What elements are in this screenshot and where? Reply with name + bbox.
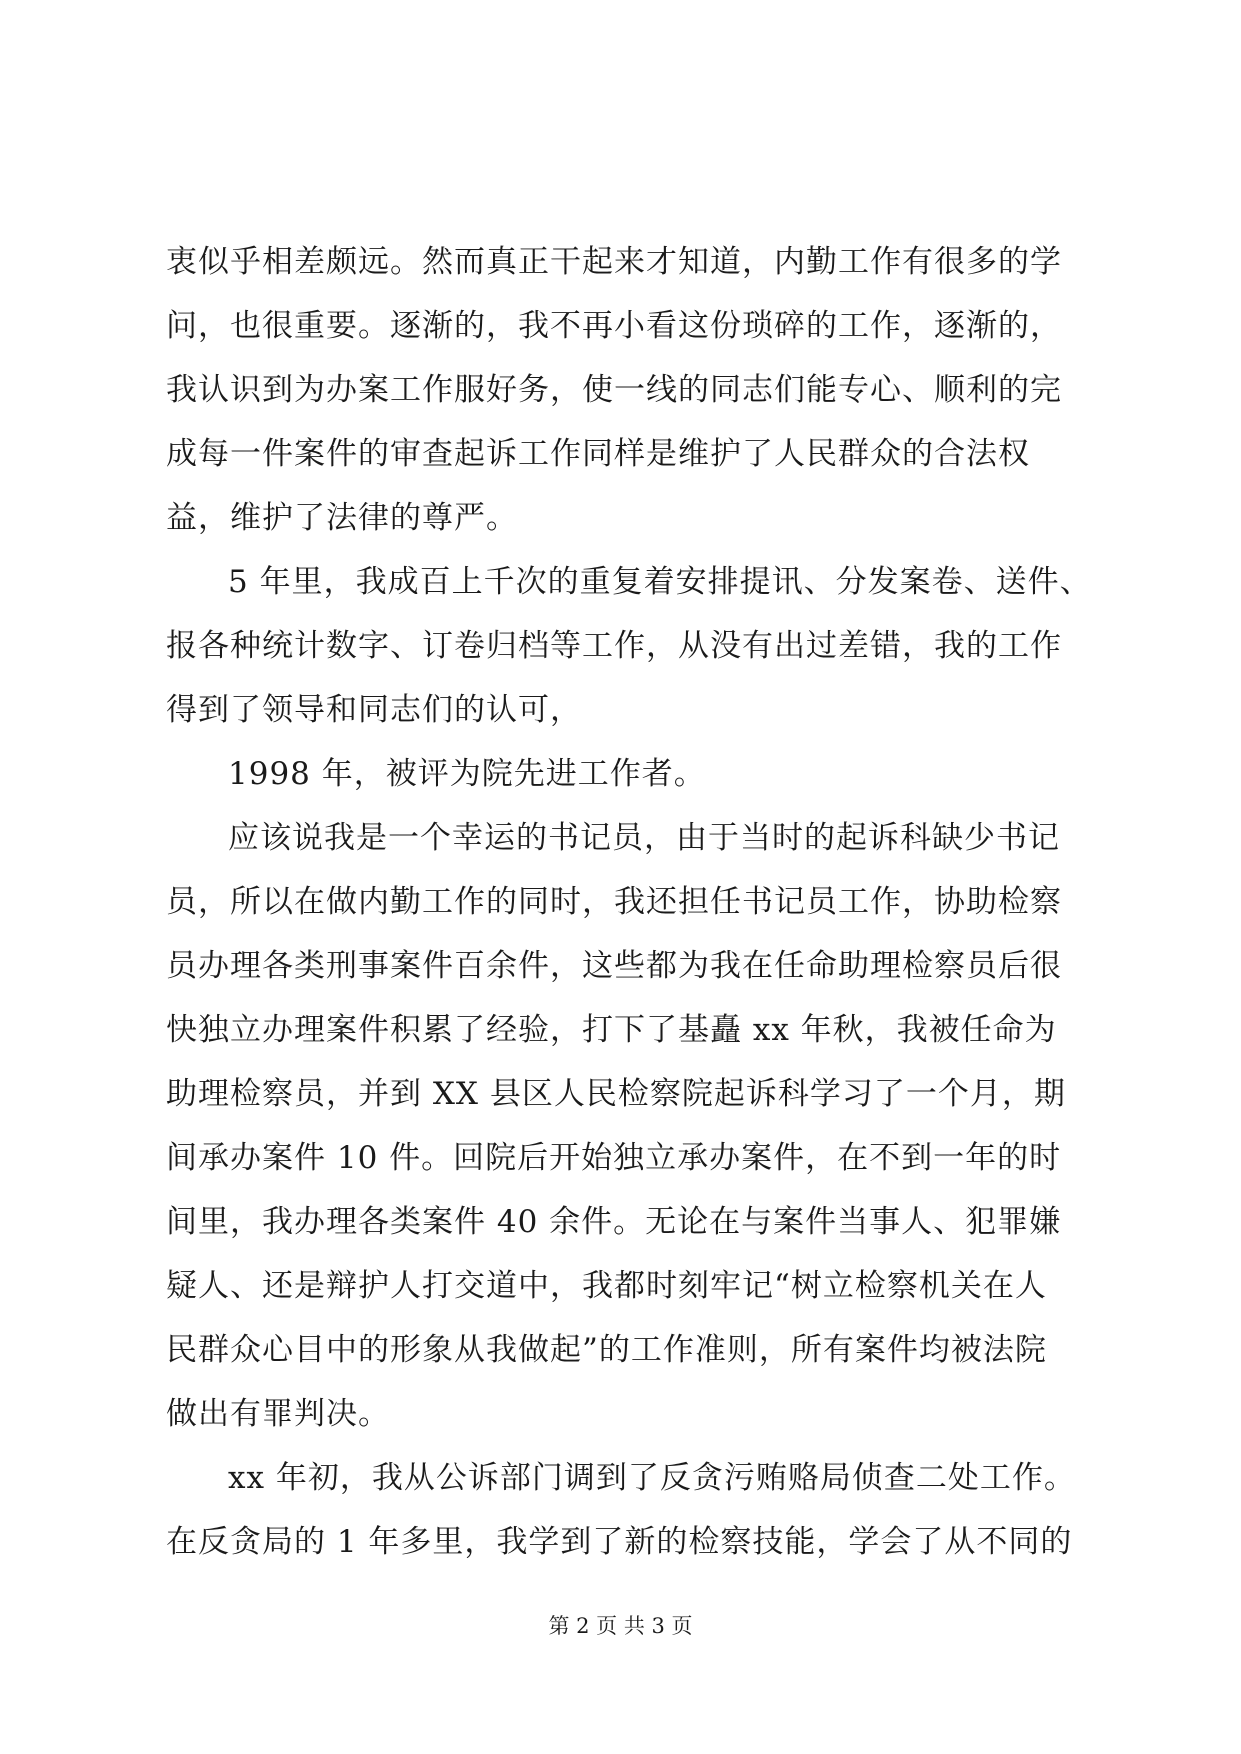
- page-number-footer: 第 2 页 共 3 页: [548, 1614, 693, 1638]
- text-line: 员办理各类刑事案件百余件，这些都为我在任命助理检察员后很: [166, 948, 1062, 984]
- text-line: 在反贪局的 1 年多里，我学到了新的检察技能，学会了从不同的: [166, 1524, 1073, 1560]
- document-body: [166, 230, 1092, 1574]
- paragraph-first-line: 1998 年，被评为院先进工作者。: [228, 756, 706, 792]
- text-line: 报各种统计数字、订卷归档等工作，从没有出过差错，我的工作: [166, 628, 1062, 664]
- text-line: 衷似乎相差颇远。然而真正干起来才知道，内勤工作有很多的学: [166, 244, 1062, 280]
- text-line: 疑人、还是辩护人打交道中，我都时刻牢记“树立检察机关在人: [166, 1268, 1047, 1304]
- text-line: 益，维护了法律的尊严。: [166, 500, 518, 536]
- text-line: 间里，我办理各类案件 40 余件。无论在与案件当事人、犯罪嫌: [166, 1204, 1062, 1240]
- text-line: 员，所以在做内勤工作的同时，我还担任书记员工作，协助检察: [166, 884, 1062, 920]
- text-line: 助理检察员，并到 XX 县区人民检察院起诉科学习了一个月，期: [166, 1076, 1066, 1112]
- text-line: 成每一件案件的审查起诉工作同样是维护了人民群众的合法权: [166, 436, 1030, 472]
- paragraph-first-line: 应该说我是一个幸运的书记员，由于当时的起诉科缺少书记: [228, 820, 1060, 856]
- text-line: 快独立办理案件积累了经验，打下了基矗 xx 年秋，我被任命为: [166, 1012, 1057, 1048]
- text-line: 间承办案件 10 件。回院后开始独立承办案件，在不到一年的时: [166, 1140, 1062, 1176]
- paragraph-first-line: 5 年里，我成百上千次的重复着安排提讯、分发案卷、送件、: [228, 564, 1092, 600]
- text-line: 我认识到为办案工作服好务，使一线的同志们能专心、顺利的完: [166, 372, 1062, 408]
- text-line: 民群众心目中的形象从我做起”的工作准则，所有案件均被法院: [166, 1332, 1047, 1368]
- text-line: 做出有罪判决。: [166, 1396, 390, 1432]
- paragraph-first-line: xx 年初，我从公诉部门调到了反贪污贿赂局侦查二处工作。: [228, 1460, 1076, 1496]
- text-line: 得到了领导和同志们的认可，: [166, 692, 582, 728]
- text-line: 问，也很重要。逐渐的，我不再小看这份琐碎的工作，逐渐的，: [166, 308, 1062, 344]
